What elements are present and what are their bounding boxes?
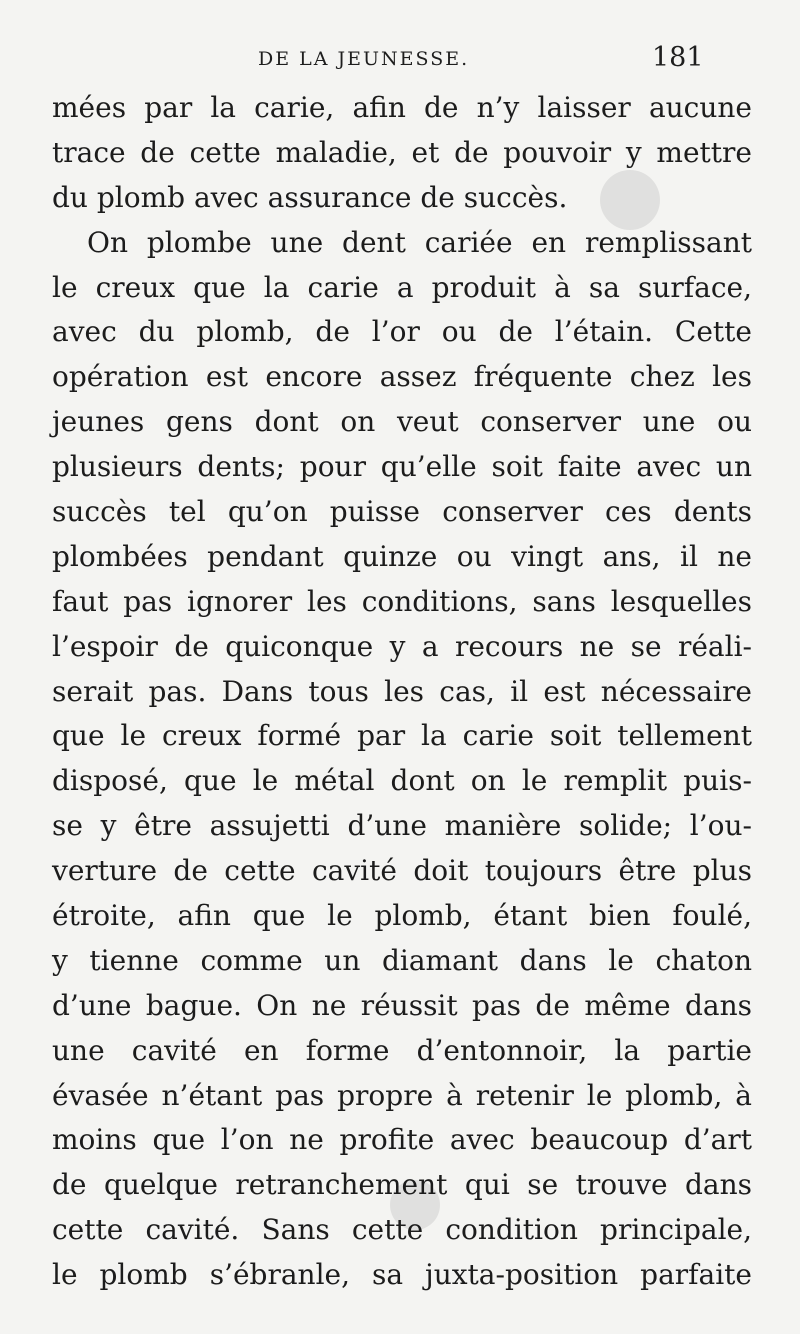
text-line: l’espoir de quiconque y a recours ne se réali- (52, 629, 752, 663)
text-line: cette cavité. Sans cette condition principale, (52, 1213, 752, 1247)
text-line: serait pas. Dans tous les cas, il est nécessaire (52, 674, 752, 708)
text-line: jeunes gens dont on veut conserver une ou (52, 405, 752, 439)
body-text (52, 86, 752, 1298)
text-line: une cavité en forme d’entonnoir, la partie (52, 1033, 752, 1067)
text-line: le plomb s’ébranle, sa juxta-position parfaite (52, 1258, 752, 1292)
text-line: étroite, afin que le plomb, étant bien foulé, (52, 899, 752, 933)
text-line: succès tel qu’on puisse conserver ces dents (52, 495, 752, 529)
text-line: plusieurs dents; pour qu’elle soit faite avec un (52, 450, 752, 484)
text-line: opération est encore assez fréquente chez les (52, 360, 752, 394)
text-line: se y être assujetti d’une manière solide; l’ou- (52, 809, 752, 843)
text-line: d’une bague. On ne réussit pas de même dans (52, 988, 752, 1022)
text-line: avec du plomb, de l’or ou de l’étain. Cette (52, 315, 752, 349)
text-line: trace de cette maladie, et de pouvoir y mettre (52, 135, 752, 169)
text-line: moins que l’on ne profite avec beaucoup d’art (52, 1123, 752, 1157)
text-line: y tienne comme un diamant dans le chaton (52, 943, 752, 977)
running-head (0, 40, 800, 80)
running-head-title: DE LA JEUNESSE. (258, 48, 470, 70)
page-number: 181 (652, 42, 704, 73)
text-line: évasée n’étant pas propre à retenir le plomb, à (52, 1078, 752, 1112)
text-line: mées par la carie, afin de n’y laisser aucune (52, 91, 752, 124)
text-line: verture de cette cavité doit toujours être plus (52, 854, 752, 888)
text-line: disposé, que le métal dont on le remplit puis- (52, 764, 752, 798)
text-line: plombées pendant quinze ou vingt ans, il ne (52, 539, 752, 573)
text-line: que le creux formé par la carie soit tellement (52, 719, 752, 753)
paragraph-first-line: On plombe une dent cariée en remplissant (87, 225, 752, 259)
text-line: de quelque retranchement qui se trouve dans (52, 1168, 752, 1202)
text-line: du plomb avec assurance de succès. (52, 180, 568, 214)
text-line: faut pas ignorer les conditions, sans lesquelles (52, 584, 752, 618)
text-line: le creux que la carie a produit à sa surface, (52, 270, 752, 304)
